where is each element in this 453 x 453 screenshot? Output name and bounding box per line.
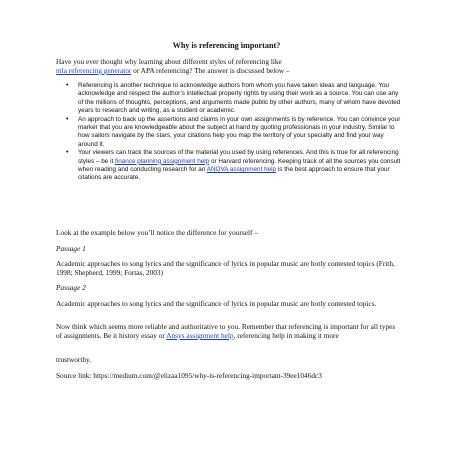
finance-planning-link[interactable]: finance planning assignment help [115,157,210,165]
look-line: Look at the example below you’ll notice the difference for yourself – [56,228,258,237]
passage1-label: Passage 1 [56,244,86,253]
passage1-text: Academic approaches to song lyrics and the significance of lyrics in popular music are hotly contested topics (Frith, 1998; Shepherd, 1999; Fortas, 2003) [56,259,395,277]
bullet-text: is the best approach to ensure that your citations are accurate. [78,165,390,182]
intro-text: Have you ever thought why learning about different styles of referencing like [56,57,282,66]
passage2-text: Academic approaches to song lyrics and the significance of lyrics in popular music are hotly contested topics. [56,299,377,308]
passage2-label: Passage 2 [56,283,86,292]
bullet-icon: • [66,115,69,123]
bullet-text: Referencing is another technique to acknowledge authors from whom you have taken ideas and language. You acknowledge and respect the author’s intellectual property rights by using their work as a source. You can use any of the millions of thoughts, perceptions, and arguments made public by other authors, many of whom have devoted years to research and writing, as a student or academic. [78,82,401,114]
trustworthy-text: trustworthy. [56,355,91,364]
list-item [64,82,404,115]
bullet-icon: • [66,82,69,89]
list-item [64,149,404,182]
document-title: Why is referencing important? [172,41,281,50]
anova-assignment-link[interactable]: ANOVA assignment help [206,165,277,173]
conclusion-paragraph [56,322,401,340]
source-link[interactable]: Source link: https://medium.com/@elizaa1095/why-is-referencing-important-39ee1046dc3 [56,371,322,380]
bullet-list [64,82,404,183]
conclusion-text: Now think which seems more reliable and authoritative to you. Remember that referencing is important for all types of assignments. Be it history essay or [56,322,396,340]
mla-referencing-link[interactable]: mla referencing generator [56,66,132,75]
intro-paragraph [56,57,401,75]
ansys-assignment-link[interactable]: Ansys assignment help [166,331,234,340]
conclusion-text-after: , referencing help in making it more [233,331,339,340]
bullet-text: or Harvard referencing. Keeping track of all the sources you consult when reading and conducting research for an [78,157,401,173]
intro-text-continued: or APA referencing? The answer is discussed below – [131,66,290,75]
bullet-text: Your viewers can track the sources of the material you used by using references. And this is true for all referencing styles – be it [78,149,399,165]
list-item [64,116,404,149]
bullet-text: An approach to back up the assertions and claims in your own assignments is by reference. You can convince your marker that you are knowledgeable about the subject at hand by quoting professionals in your industry. Similar to how sailors navigate by the stars, your citations help you map the territory of your specialty and find your way around it. [78,115,401,148]
bullet-icon: • [66,149,69,157]
